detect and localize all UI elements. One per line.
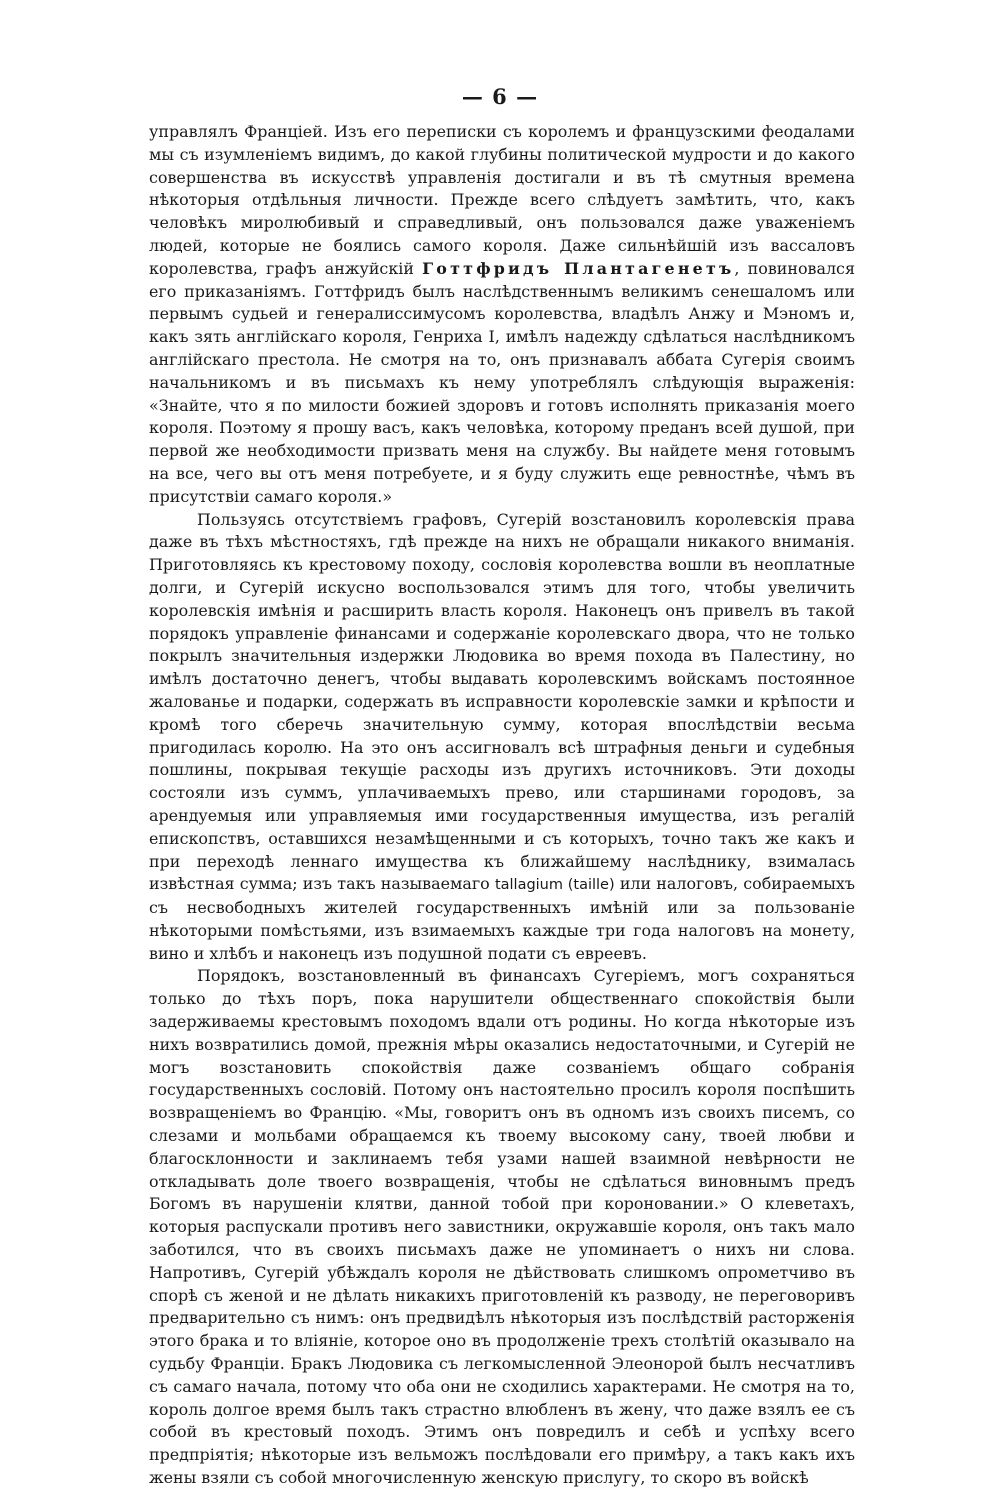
paragraph-2-text-b: или налоговъ, собираемыхъ съ несвободныхъ жителей государственныхъ имѣній или за пользованіе нѣкоторыми помѣстьями, изъ взимаемыхъ каждые три года налоговъ на монету, вино и хлѣбъ и наконецъ изъ подушной подати съ евреевъ.	[149, 874, 855, 963]
paragraph-3-text: Порядокъ, возстановленный въ финансахъ Сугеріемъ, могъ сохраняться только до тѣхъ поръ, пока нарушители общественнаго спокойствія были задерживаемы крестовымъ походомъ вдали отъ родины. Но когда нѣкоторые изъ нихъ возвратились домой, прежнія мѣры оказались недостаточными, и Сугерій не могъ возстановить спокойствія даже созваніемъ общаго собранія государственныхъ сословій. Потому онъ настоятельно просилъ короля поспѣшить возвращеніемъ во Францію. «Мы, говоритъ онъ въ одномъ изъ своихъ писемъ, со слезами и мольбами обращаемся къ твоему высокому сану, твоей любви и благосклонности и заклинаемъ тебя узами нашей взаимной невѣрности не откладывать доле твоего возвращенія, чтобы не сдѣлаться виновнымъ предъ Богомъ въ нарушеніи клятви, данной тобой при короновании.» О клеветахъ, которыя распускали противъ него завистники, окружавшіе короля, онъ такъ мало заботился, что въ своихъ письмахъ даже не упоминаетъ о нихъ ни слова. Напротивъ, Сугерій убѣждалъ короля не дѣйствовать слишкомъ опрометчиво въ спорѣ съ женой и не дѣлать никакихъ приготовленій къ разводу, не переговоривъ предварительно съ нимъ: онъ предвидѣлъ нѣкоторыя изъ послѣдствій расторженія этого брака и то вліяніе, которое оно въ продолженіе трехъ столѣтій оказывало на судьбу Франціи. Бракъ Людовика съ легкомысленной Элеонорой былъ несчатливъ съ самаго начала, потому что оба они не сходились характерами. Не смотря на то, король долгое время былъ такъ страстно влюбленъ въ жену, что даже взялъ ее съ собой въ крестовый походъ. Этимъ онъ повредилъ и себѣ и успѣху всего предпріятія; нѣкоторые изъ вельможъ послѣдовали его примѣру, а такъ какъ ихъ жены взяли съ собой многочисленную женскую прислугу, то скоро въ войскѣ	[149, 966, 855, 1488]
paragraph-3	[149, 965, 855, 1489]
paragraph-1-text-a: управлялъ Франціей. Изъ его переписки съ королемъ и французскими феодалами мы съ изумленіемъ видимъ, до какой глубины политической мудрости и до какого совершенства въ искусствѣ управленія достигали и въ тѣ смутныя времена нѣкоторыя отдѣльныя личности. Прежде всего слѣдуетъ замѣтить, что, какъ человѣкъ миролюбивый и справедливый, онъ пользовался даже уваженіемъ людей, которые не боялись самого короля. Даже сильнѣйшій изъ вассаловъ королевства, графъ анжуйскій	[149, 122, 855, 278]
paragraph-1-text-b: , повиновался его приказаніямъ. Готтфридъ былъ наслѣдственнымъ великимъ сенешаломъ или первымъ судьей и генералиссимусомъ королевства, владѣлъ Анжу и Мэномъ и, какъ зять англійскаго короля, Генриха I, имѣлъ надежду сдѣлаться наслѣдникомъ англійскаго престола. Не смотря на то, онъ признавалъ аббата Сугерія своимъ начальникомъ и въ письмахъ къ нему употреблялъ слѣдующія выраженія: «Знайте, что я по милости божией здоровъ и готовъ исполнять приказанія моего короля. Поэтому я прошу васъ, какъ человѣка, которому преданъ всей душой, при первой же необходимости призвать меня на службу. Вы найдете меня готовымъ на все, чего вы отъ меня потребуете, и я буду служить еще ревностнѣе, чѣмъ въ присутствіи самаго короля.»	[149, 258, 855, 506]
paragraph-2	[149, 509, 855, 966]
latin-term-tallagium: tallagium (taille)	[494, 877, 615, 894]
paragraph-2-text-a: Пользуясь отсутствіемъ графовъ, Сугерій возстановилъ королевскія права даже въ тѣхъ мѣстностяхъ, гдѣ прежде на нихъ не обращали никакого вниманія. Приготовляясь къ крестовому походу, сословія королевства вошли въ неоплатные долги, и Сугерій искусно воспользовался этимъ для того, чтобы увеличить королевскія имѣнія и расширить власть короля. Наконецъ онъ привелъ въ такой порядокъ управленіе финансами и содержаніе королевскаго двора, что не только покрылъ значительныя издержки Людовика во время похода въ Палестину, но имѣлъ достаточно денегъ, чтобы выдавать королевскимъ войскамъ постоянное жалованье и подарки, содержать въ исправности королевскіе замки и крѣпости и кромѣ того сберечь значительную сумму, которая впослѣдствіи весьма пригодилась королю. На это онъ ассигновалъ всѣ штрафныя деньги и судебныя пошлины, покрывая текущіе расходы изъ другихъ источниковъ. Эти доходы состояли изъ суммъ, уплачиваемыхъ прево, или старшинами городовъ, за арендуемыя или управляемыя ими государственныя имущества, изъ регалій епископствъ, оставшихся незамѣщенными и съ которыхъ, точно такъ же какъ и при переходѣ леннаго имущества къ ближайшему наслѣднику, взималась извѣстная сумма; изъ такъ называемаго	[149, 509, 855, 894]
spaced-name-gottfried: Готтфридъ Плантагенетъ	[422, 258, 735, 278]
paragraph-1	[149, 121, 855, 509]
text-body	[149, 121, 855, 1490]
page-number: — 6 —	[461, 84, 539, 109]
